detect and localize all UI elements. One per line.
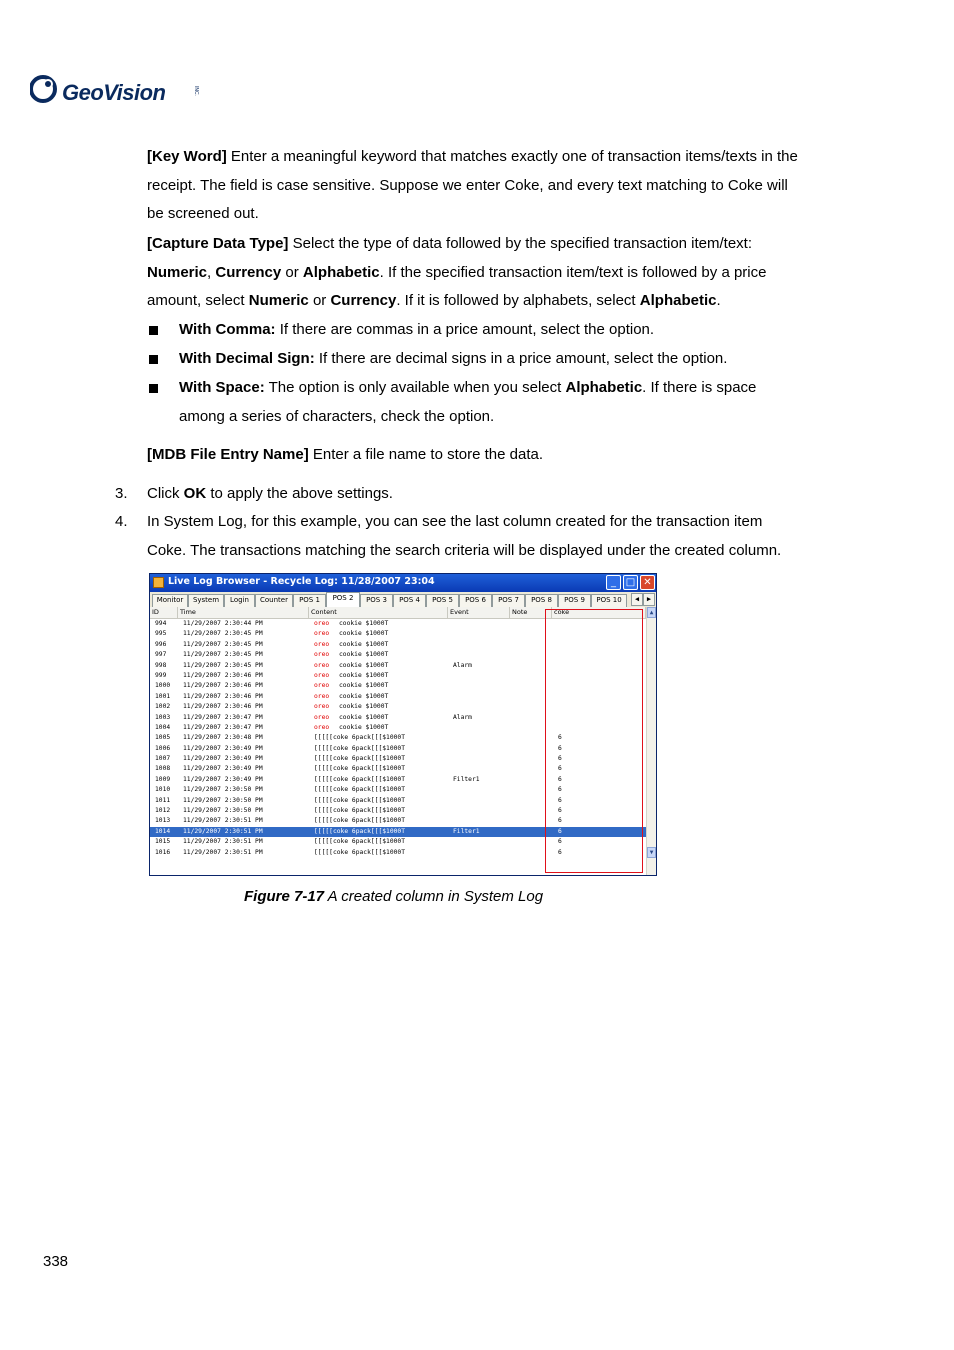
table-row[interactable]: [150, 744, 646, 754]
cell-id: 1004: [155, 723, 171, 731]
cell-event: Alarm: [453, 713, 472, 721]
window-title: Live Log Browser - Recycle Log: 11/28/2007 23:04: [168, 576, 435, 587]
cell-time: 11/29/2007 2:30:46 PM: [183, 671, 263, 679]
cell-time: 11/29/2007 2:30:46 PM: [183, 703, 263, 711]
cell-time: 11/29/2007 2:30:44 PM: [183, 620, 263, 627]
cell-content-rest: cookie $1000T: [339, 651, 389, 659]
cell-id: 996: [155, 640, 167, 648]
cell-content: [[[[[coke 6pack[[[$1000T: [314, 775, 405, 783]
bullet-text-b: . If there is space: [642, 379, 757, 396]
cell-time: 11/29/2007 2:30:51 PM: [183, 827, 263, 835]
window-title-bar[interactable]: [150, 574, 656, 592]
cell-coke: 6: [558, 755, 562, 763]
cell-content-rest: cookie $1000T: [339, 620, 389, 627]
numeric-term-2: Numeric: [248, 292, 309, 310]
tab-scroll-left-icon[interactable]: ◀: [631, 593, 643, 606]
capture-period: .: [716, 292, 721, 310]
table-row[interactable]: [150, 827, 646, 837]
table-row[interactable]: [150, 754, 646, 764]
step-line1: In System Log, for this example, you can see the last column created for the transaction item: [147, 513, 763, 530]
capture-line3-b: . If it is followed by alphabets, select: [396, 292, 636, 310]
table-row[interactable]: [150, 733, 646, 743]
table-row[interactable]: [150, 775, 646, 785]
bullet-label: With Comma:: [179, 321, 276, 338]
cell-event: Filter1: [453, 827, 480, 835]
alphabetic-term-2: Alphabetic: [639, 292, 717, 310]
cell-content: [[[[[coke 6pack[[[$1000T: [314, 827, 405, 835]
comma-sep: ,: [207, 263, 212, 281]
cell-coke: 6: [558, 775, 562, 783]
cell-time: 11/29/2007 2:30:50 PM: [183, 796, 263, 804]
vertical-scrollbar[interactable]: [646, 607, 656, 875]
cell-content: oreo: [314, 671, 330, 679]
capture-line1: Select the type of data followed by the specified transaction item/text:: [292, 235, 753, 252]
tab-counter[interactable]: Counter: [255, 594, 293, 607]
capture-line3-a: amount, select: [147, 292, 245, 310]
cell-time: 11/29/2007 2:30:51 PM: [183, 838, 263, 846]
cell-id: 1003: [155, 713, 171, 721]
tab-pos7[interactable]: POS 7: [492, 594, 525, 607]
cell-id: 1007: [155, 755, 171, 763]
figure-text: A created column in System Log: [327, 888, 544, 905]
cell-time: 11/29/2007 2:30:50 PM: [183, 786, 263, 794]
table-row[interactable]: [150, 848, 646, 858]
cell-content-rest: cookie $1000T: [339, 671, 389, 679]
tab-pos9[interactable]: POS 9: [558, 594, 591, 607]
cell-event: Alarm: [453, 661, 472, 669]
cell-content-rest: cookie $1000T: [339, 630, 389, 638]
capture-line2: . If the specified transaction item/text is followed by a price: [379, 263, 767, 281]
cell-content: [[[[[coke 6pack[[[$1000T: [314, 744, 405, 752]
cell-event: Filter1: [453, 775, 480, 783]
table-row[interactable]: [150, 837, 646, 847]
cell-coke: 6: [558, 734, 562, 742]
tab-pos6[interactable]: POS 6: [459, 594, 492, 607]
cell-time: 11/29/2007 2:30:49 PM: [183, 775, 263, 783]
cell-content-rest: cookie $1000T: [339, 640, 389, 648]
table-row[interactable]: [150, 671, 646, 681]
cell-content: [[[[[coke 6pack[[[$1000T: [314, 838, 405, 846]
cell-id: 995: [155, 630, 167, 638]
keyword-line3: be screened out.: [147, 205, 259, 223]
ok-term: OK: [183, 485, 207, 502]
step-text-a: Click: [147, 485, 180, 502]
cell-time: 11/29/2007 2:30:45 PM: [183, 630, 263, 638]
cell-content: oreo: [314, 630, 330, 638]
cell-id: 1013: [155, 817, 171, 825]
table-row[interactable]: [150, 629, 646, 639]
cell-content-rest: cookie $1000T: [339, 713, 389, 721]
mdb-paragraph: [147, 441, 847, 470]
table-row[interactable]: [150, 713, 646, 723]
cell-id: 1009: [155, 775, 171, 783]
cell-content: [[[[[coke 6pack[[[$1000T: [314, 796, 405, 804]
cell-coke: 6: [558, 786, 562, 794]
page-number: 338: [43, 1253, 69, 1270]
table-row[interactable]: [150, 764, 646, 774]
cell-id: 994: [155, 620, 167, 627]
bullet-label: With Space:: [179, 379, 265, 396]
cell-content-rest: cookie $1000T: [339, 682, 389, 690]
scroll-down-icon[interactable]: ▼: [647, 847, 656, 858]
bullet-square-icon: [149, 355, 158, 364]
cell-coke: 6: [558, 744, 562, 752]
cell-content: oreo: [314, 651, 330, 659]
cell-time: 11/29/2007 2:30:46 PM: [183, 682, 263, 690]
minimize-button[interactable]: _: [606, 575, 621, 590]
step-line2: Coke. The transactions matching the search criteria will be displayed under the created column.: [147, 541, 782, 559]
cell-time: 11/29/2007 2:30:49 PM: [183, 755, 263, 763]
cell-coke: 6: [558, 838, 562, 846]
cell-time: 11/29/2007 2:30:50 PM: [183, 807, 263, 815]
cell-content: oreo: [314, 640, 330, 648]
cell-content: [[[[[coke 6pack[[[$1000T: [314, 755, 405, 763]
close-button[interactable]: ✕: [640, 575, 655, 590]
cell-content-rest: cookie $1000T: [339, 703, 389, 711]
step-number: 4.: [115, 513, 128, 530]
cell-time: 11/29/2007 2:30:46 PM: [183, 692, 263, 700]
cell-content: [[[[[coke 6pack[[[$1000T: [314, 786, 405, 794]
cell-id: 1001: [155, 692, 171, 700]
cell-content: oreo: [314, 682, 330, 690]
bullet-bold-term: Alphabetic: [565, 379, 643, 396]
cell-id: 998: [155, 661, 167, 669]
tab-pos3[interactable]: POS 3: [360, 594, 393, 607]
tab-pos4[interactable]: POS 4: [393, 594, 426, 607]
table-row[interactable]: [150, 796, 646, 806]
table-row[interactable]: [150, 619, 646, 629]
cell-id: 1010: [155, 786, 171, 794]
scroll-up-icon[interactable]: ▲: [647, 607, 656, 618]
keyword-paragraph: [147, 143, 847, 229]
tab-pos2[interactable]: POS 2: [326, 592, 360, 607]
live-log-browser-window: [149, 573, 657, 876]
table-row[interactable]: [150, 681, 646, 691]
table-row[interactable]: [150, 723, 646, 733]
bullet-square-icon: [149, 384, 158, 393]
mdb-label: [MDB File Entry Name]: [147, 446, 309, 463]
cell-time: 11/29/2007 2:30:47 PM: [183, 713, 263, 721]
cell-time: 11/29/2007 2:30:45 PM: [183, 640, 263, 648]
cell-content: oreo: [314, 713, 330, 721]
cell-content: oreo: [314, 723, 330, 731]
or-word: or: [285, 263, 299, 281]
tab-system[interactable]: System: [188, 594, 224, 607]
cell-id: 1014: [155, 827, 171, 835]
tab-pos5[interactable]: POS 5: [426, 594, 459, 607]
alphabetic-term: Alphabetic: [302, 263, 380, 281]
cell-time: 11/29/2007 2:30:45 PM: [183, 661, 263, 669]
table-row[interactable]: [150, 640, 646, 650]
cell-id: 1015: [155, 838, 171, 846]
cell-id: 1005: [155, 734, 171, 742]
cell-content: [[[[[coke 6pack[[[$1000T: [314, 734, 405, 742]
cell-content-rest: cookie $1000T: [339, 692, 389, 700]
tab-pos8[interactable]: POS 8: [525, 594, 558, 607]
cell-id: 1016: [155, 848, 171, 856]
step-text-b: to apply the above settings.: [210, 485, 393, 502]
col-header-content[interactable]: Content: [309, 607, 448, 618]
cell-content: oreo: [314, 703, 330, 711]
cell-content: oreo: [314, 661, 330, 669]
cell-content-rest: cookie $1000T: [339, 723, 389, 731]
cell-id: 1011: [155, 796, 171, 804]
cell-content: [[[[[coke 6pack[[[$1000T: [314, 848, 405, 856]
tab-scroll-right-icon[interactable]: ▶: [643, 593, 655, 606]
table-row[interactable]: [150, 661, 646, 671]
table-row[interactable]: [150, 806, 646, 816]
bullet-square-icon: [149, 326, 158, 335]
mdb-text: Enter a file name to store the data.: [312, 446, 544, 463]
cell-id: 1006: [155, 744, 171, 752]
geovision-logo-icon: [30, 74, 60, 104]
cell-time: 11/29/2007 2:30:49 PM: [183, 744, 263, 752]
cell-id: 1008: [155, 765, 171, 773]
cell-coke: 6: [558, 827, 562, 835]
cell-time: 11/29/2007 2:30:51 PM: [183, 817, 263, 825]
cell-coke: 6: [558, 765, 562, 773]
col-header-time[interactable]: Time: [178, 607, 309, 618]
cell-content: [[[[[coke 6pack[[[$1000T: [314, 765, 405, 773]
tab-login[interactable]: Login: [224, 594, 255, 607]
cell-time: 11/29/2007 2:30:49 PM: [183, 765, 263, 773]
cell-content: oreo: [314, 692, 330, 700]
figure-label: Figure 7-17: [244, 888, 325, 905]
col-header-note[interactable]: Note: [510, 607, 552, 618]
cell-time: 11/29/2007 2:30:47 PM: [183, 723, 263, 731]
currency-term: Currency: [215, 263, 282, 281]
table-row[interactable]: [150, 816, 646, 826]
grid-rows: [150, 619, 646, 858]
keyword-label: [Key Word]: [147, 148, 227, 165]
maximize-button[interactable]: □: [623, 575, 638, 590]
cell-coke: 6: [558, 796, 562, 804]
cell-time: 11/29/2007 2:30:48 PM: [183, 734, 263, 742]
col-header-event[interactable]: Event: [448, 607, 510, 618]
cell-id: 1012: [155, 807, 171, 815]
cell-id: 997: [155, 651, 167, 659]
capture-label: [Capture Data Type]: [147, 235, 289, 252]
tab-pos1[interactable]: POS 1: [293, 594, 326, 607]
cell-content-rest: cookie $1000T: [339, 661, 389, 669]
bullet-line2: among a series of characters, check the option.: [179, 407, 495, 425]
log-grid: [150, 607, 656, 875]
app-icon: [153, 577, 164, 588]
cell-id: 1000: [155, 682, 171, 690]
log-tabs: [150, 592, 656, 607]
cell-coke: 6: [558, 807, 562, 815]
or-word-2: or: [312, 292, 327, 310]
cell-content: oreo: [314, 620, 330, 627]
step-number: 3.: [115, 485, 128, 502]
brand-name: GeoVision: [62, 80, 166, 105]
cell-content: [[[[[coke 6pack[[[$1000T: [314, 817, 405, 825]
col-header-id[interactable]: ID: [150, 607, 178, 618]
bullet-text: If there are decimal signs in a price amount, select the option.: [318, 350, 728, 367]
bullet-text-a: The option is only available when you select: [268, 379, 562, 396]
cell-time: 11/29/2007 2:30:45 PM: [183, 651, 263, 659]
brand-trademark: INC.: [193, 86, 199, 96]
cell-content: [[[[[coke 6pack[[[$1000T: [314, 807, 405, 815]
bullet-label: With Decimal Sign:: [179, 350, 315, 367]
capture-paragraph: [147, 230, 847, 316]
tab-monitor[interactable]: Monitor: [152, 594, 188, 607]
tab-pos10[interactable]: POS 10: [591, 594, 627, 607]
numeric-term: Numeric: [147, 263, 208, 281]
cell-time: 11/29/2007 2:30:51 PM: [183, 848, 263, 856]
currency-term-2: Currency: [330, 292, 397, 310]
col-header-coke[interactable]: coke: [552, 607, 646, 618]
cell-coke: 6: [558, 848, 562, 856]
keyword-line1: Enter a meaningful keyword that matches exactly one of transaction items/texts in the: [230, 148, 798, 165]
cell-coke: 6: [558, 817, 562, 825]
table-row[interactable]: [150, 692, 646, 702]
table-row[interactable]: [150, 702, 646, 712]
table-row[interactable]: [150, 650, 646, 660]
table-row[interactable]: [150, 785, 646, 795]
cell-id: 999: [155, 671, 167, 679]
cell-id: 1002: [155, 703, 171, 711]
bullet-text: If there are commas in a price amount, select the option.: [279, 321, 655, 338]
keyword-line2: receipt. The field is case sensitive. Suppose we enter Coke, and every text matching to Coke will: [147, 176, 788, 194]
grid-header: [150, 607, 646, 619]
